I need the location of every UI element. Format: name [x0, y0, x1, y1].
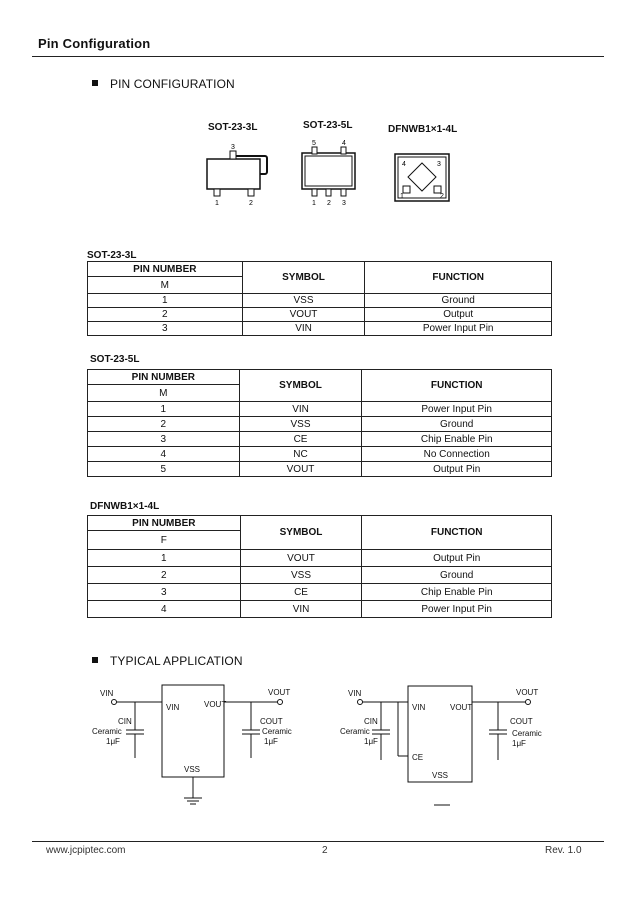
table-row: [88, 447, 552, 462]
circuit1-ic-vout-label: VOUT: [204, 700, 227, 709]
typical-app-heading: [92, 654, 243, 668]
circuit1-cout-label: COUT: [260, 717, 283, 726]
cell-pin: 1: [88, 294, 243, 308]
svg-text:VSS: [432, 771, 448, 780]
header-pin-number: PIN NUMBER: [88, 262, 243, 277]
sot23-3-pin-2-label: 2: [249, 200, 253, 207]
footer-rule: [32, 841, 604, 842]
sot23-3-package-icon: [207, 144, 267, 207]
svg-text:COUT: [260, 717, 283, 726]
header-pin-suffix: F: [88, 531, 241, 550]
cell-pin: 2: [88, 567, 241, 584]
circuit1-ic-vss-label: VSS: [184, 765, 201, 774]
header-pin-number: PIN NUMBER: [88, 516, 241, 531]
header-function: FUNCTION: [365, 262, 552, 294]
circuit-sot23-5: [358, 686, 531, 805]
cell-function: Output Pin: [362, 462, 552, 477]
circuit1-vout-label: VOUT: [268, 688, 291, 697]
header-pin-suffix: M: [88, 277, 243, 294]
table-title-sot23-5: SOT-23-5L: [90, 354, 140, 365]
circuit1-cin-type: Ceramic: [92, 727, 122, 736]
cell-function: Ground: [362, 417, 552, 432]
cell-symbol: VIN: [240, 601, 362, 618]
pin-table-dfn: [87, 515, 552, 618]
circuit1-cout-type: Ceramic: [262, 727, 292, 736]
svg-text:VOUT: [516, 688, 538, 697]
table-row: [88, 462, 552, 477]
pin-config-heading-text: PIN CONFIGURATION: [110, 77, 235, 91]
page-header-title: Pin Configuration: [38, 36, 151, 51]
sot23-5-pin-2-label: 2: [327, 200, 331, 207]
cell-function: Power Input Pin: [365, 322, 552, 336]
table-row: [88, 432, 552, 447]
table-row: [88, 402, 552, 417]
circuit2-cout-label: COUT: [510, 717, 533, 726]
table-title-sot23-3: SOT-23-3L: [87, 250, 137, 261]
svg-text:Ceramic: [92, 727, 122, 736]
sot23-3-pin-1-label: 1: [215, 200, 219, 207]
circuit2-ic-ce-label: CE: [412, 753, 424, 762]
header-pin-number: PIN NUMBER: [88, 370, 240, 385]
cell-function: Ground: [362, 567, 552, 584]
table-row: [88, 322, 552, 336]
cell-function: No Connection: [362, 447, 552, 462]
cell-pin: 1: [88, 402, 240, 417]
cell-symbol: CE: [239, 432, 362, 447]
dfn-pin-2-label: 2: [440, 193, 444, 200]
circuit-sot23-3: [112, 685, 283, 804]
dfn-package-icon: [395, 154, 449, 201]
circuit1-vin-label: VIN: [100, 689, 114, 698]
cell-pin: 5: [88, 462, 240, 477]
pin-table-sot23-5: [87, 369, 552, 477]
cell-function: Power Input Pin: [362, 402, 552, 417]
cell-symbol: VOUT: [240, 550, 362, 567]
svg-text:VOUT: [268, 688, 290, 697]
cell-function: Output Pin: [362, 550, 552, 567]
typical-application-circuits: [80, 680, 560, 820]
footer-page-number: 2: [322, 845, 328, 856]
cell-symbol: VSS: [240, 567, 362, 584]
header-function: FUNCTION: [362, 516, 552, 550]
circuit2-vout-label: VOUT: [516, 688, 539, 697]
cell-pin: 1: [88, 550, 241, 567]
svg-text:VIN: [412, 703, 426, 712]
pkg-label-sot23-3: SOT-23-3L: [208, 122, 258, 133]
vout-terminal-icon: [278, 700, 283, 705]
cell-pin: 3: [88, 584, 241, 601]
sot23-5-package-icon: [302, 140, 355, 207]
pin-table-sot23-3: [87, 261, 552, 336]
table-title-dfn: DFNWB1×1-4L: [90, 501, 160, 512]
circuit2-ic-vout-label: VOUT: [450, 703, 473, 712]
footer-revision: Rev. 1.0: [545, 845, 582, 856]
dfn-pin-3-label: 3: [437, 161, 441, 168]
sot23-5-pin-5-label: 5: [312, 140, 316, 147]
cell-pin: 4: [88, 601, 241, 618]
svg-text:1μF: [364, 737, 378, 746]
cell-symbol: VOUT: [239, 462, 362, 477]
circuit2-cout-value: 1μF: [512, 739, 526, 748]
circuit2-vin-label: VIN: [348, 689, 362, 698]
sot23-5-pin-3-label: 3: [342, 200, 346, 207]
svg-text:1μF: [512, 739, 526, 748]
header-symbol: SYMBOL: [240, 516, 362, 550]
cell-symbol: VOUT: [242, 308, 365, 322]
vin-terminal-icon: [112, 700, 117, 705]
table-row: [88, 308, 552, 322]
header-rule: [32, 56, 604, 57]
cell-symbol: VIN: [242, 322, 365, 336]
bullet-square-icon: [92, 657, 98, 663]
vin-terminal-icon: [358, 700, 363, 705]
svg-text:1μF: [106, 737, 120, 746]
svg-text:CIN: [364, 717, 378, 726]
cell-pin: 3: [88, 432, 240, 447]
circuit1-cin-label: CIN: [118, 717, 132, 726]
header-pin-suffix: M: [88, 385, 240, 402]
dfn-pin-1-label: 1: [400, 193, 404, 200]
cell-symbol: NC: [239, 447, 362, 462]
circuit2-cin-value: 1μF: [364, 737, 378, 746]
table-row: [88, 417, 552, 432]
regulator-block: [162, 685, 227, 777]
sot23-5-pin-1-label: 1: [312, 200, 316, 207]
regulator-block: [408, 686, 472, 782]
circuit1-cout-value: 1μF: [264, 737, 278, 746]
svg-text:Ceramic: [340, 727, 370, 736]
sot23-3-pin-3-label: 3: [231, 144, 235, 151]
cell-pin: 2: [88, 417, 240, 432]
sot23-5-pin-4-label: 4: [342, 140, 346, 147]
svg-text:CE: [412, 753, 423, 762]
svg-text:VSS: [184, 765, 200, 774]
typical-app-heading-text: TYPICAL APPLICATION: [110, 654, 243, 668]
cell-function: Ground: [365, 294, 552, 308]
circuit1-cin-value: 1μF: [106, 737, 120, 746]
cell-pin: 4: [88, 447, 240, 462]
table-row: [88, 601, 552, 618]
circuit2-ic-vss-label: VSS: [432, 771, 449, 780]
cell-symbol: CE: [240, 584, 362, 601]
cell-symbol: VSS: [239, 417, 362, 432]
svg-text:Ceramic: [262, 727, 292, 736]
vout-terminal-icon: [526, 700, 531, 705]
svg-text:VIN: [348, 689, 362, 698]
header-symbol: SYMBOL: [239, 370, 362, 402]
table-row: [88, 550, 552, 567]
cell-function: Output: [365, 308, 552, 322]
table-row: [88, 584, 552, 601]
dfn-pin-4-label: 4: [402, 161, 406, 168]
table-row: [88, 294, 552, 308]
header-symbol: SYMBOL: [242, 262, 365, 294]
svg-text:COUT: [510, 717, 533, 726]
cell-symbol: VIN: [239, 402, 362, 417]
pkg-label-dfn: DFNWB1×1-4L: [388, 124, 458, 135]
svg-text:VIN: [100, 689, 114, 698]
header-function: FUNCTION: [362, 370, 552, 402]
svg-text:1μF: [264, 737, 278, 746]
pin-config-heading: [92, 77, 235, 91]
circuit2-cin-type: Ceramic: [340, 727, 370, 736]
pkg-label-sot23-5: SOT-23-5L: [303, 120, 353, 131]
circuit2-cin-label: CIN: [364, 717, 378, 726]
cell-pin: 3: [88, 322, 243, 336]
circuit2-ic-vin-label: VIN: [412, 703, 426, 712]
svg-text:CIN: [118, 717, 132, 726]
bullet-square-icon: [92, 80, 98, 86]
table-row: [88, 567, 552, 584]
cell-function: Chip Enable Pin: [362, 584, 552, 601]
cell-function: Power Input Pin: [362, 601, 552, 618]
circuit2-cout-type: Ceramic: [512, 729, 542, 738]
svg-text:VIN: [166, 703, 180, 712]
footer-website: www.jcpiptec.com: [46, 845, 126, 856]
circuit1-ic-vin-label: VIN: [166, 703, 180, 712]
svg-text:Ceramic: [512, 729, 542, 738]
package-drawings: [195, 135, 475, 210]
cell-symbol: VSS: [242, 294, 365, 308]
svg-text:VOUT: [450, 703, 472, 712]
cell-function: Chip Enable Pin: [362, 432, 552, 447]
svg-text:VOUT: [204, 700, 226, 709]
cell-pin: 2: [88, 308, 243, 322]
